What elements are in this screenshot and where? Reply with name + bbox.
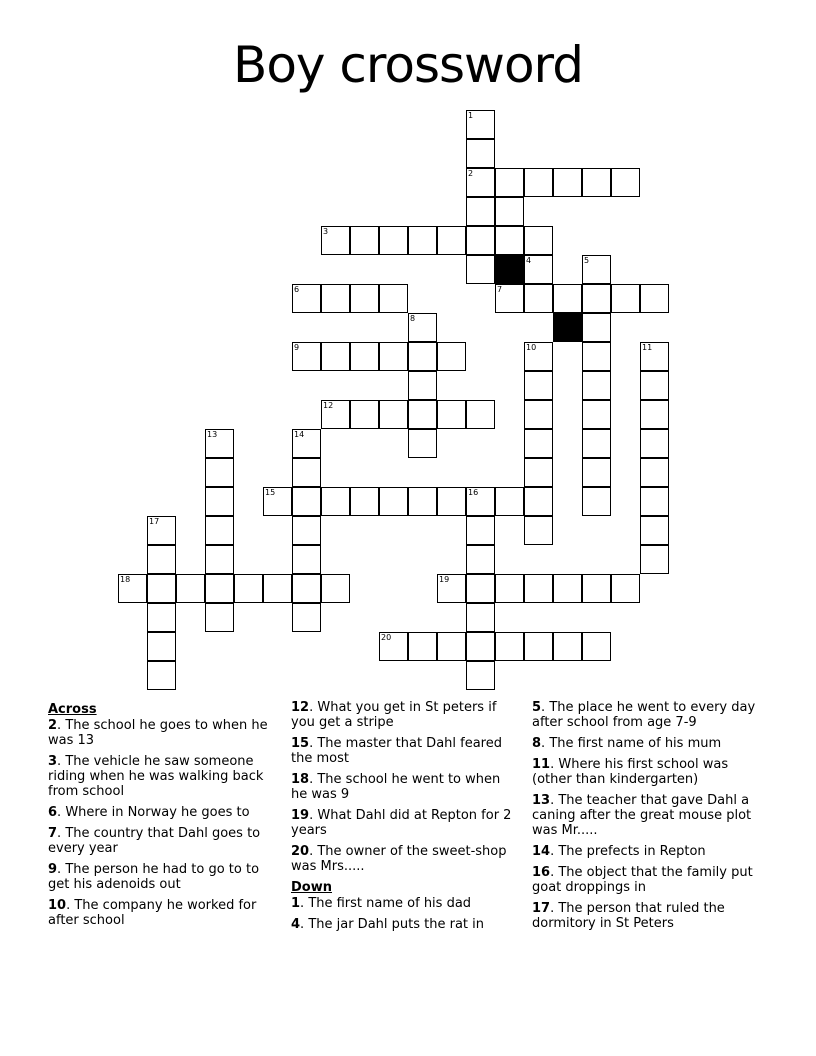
grid-cell[interactable] bbox=[408, 429, 437, 458]
clue-item: 8. The first name of his mum bbox=[532, 736, 722, 751]
grid-cell[interactable] bbox=[350, 342, 379, 371]
grid-cell[interactable] bbox=[408, 342, 437, 371]
down-heading: Down bbox=[291, 880, 332, 895]
clue-item-text: The first name of his dad bbox=[308, 896, 472, 911]
clue-item-text: The owner of the sweet-shop was Mrs..... bbox=[291, 844, 507, 874]
grid-cell[interactable] bbox=[582, 313, 611, 342]
grid-cell[interactable] bbox=[205, 545, 234, 574]
clue-item-text: Where in Norway he goes to bbox=[65, 805, 250, 820]
grid-cell[interactable] bbox=[582, 342, 611, 371]
clue-item: 10. The company he worked for after school bbox=[48, 898, 257, 928]
clue-item-number: 19 bbox=[291, 808, 310, 823]
grid-cell[interactable] bbox=[437, 574, 466, 603]
clue-item-number: 11 bbox=[532, 757, 551, 772]
grid-cell[interactable] bbox=[321, 400, 350, 429]
clue-item-number: 3 bbox=[48, 754, 58, 769]
grid-cell[interactable] bbox=[350, 487, 379, 516]
clue-item-number: 10 bbox=[48, 898, 67, 913]
grid-cell[interactable] bbox=[466, 139, 495, 168]
grid-cell[interactable] bbox=[582, 487, 611, 516]
grid-cell[interactable] bbox=[611, 168, 640, 197]
grid-cell[interactable] bbox=[321, 342, 350, 371]
clue-item-number: 7 bbox=[48, 826, 58, 841]
clue-item-number: 9 bbox=[48, 862, 58, 877]
grid-cell[interactable] bbox=[292, 487, 321, 516]
grid-cell[interactable] bbox=[408, 226, 437, 255]
grid-cell[interactable] bbox=[408, 371, 437, 400]
grid-cell[interactable] bbox=[524, 574, 553, 603]
grid-cell[interactable] bbox=[292, 342, 321, 371]
grid-cell[interactable] bbox=[466, 255, 495, 284]
grid-cell[interactable] bbox=[524, 342, 553, 371]
grid-cell[interactable] bbox=[292, 284, 321, 313]
clues-column-1 bbox=[48, 700, 276, 934]
down-clue-list bbox=[291, 896, 519, 932]
clue-number: 20 bbox=[381, 633, 392, 642]
grid-cell[interactable] bbox=[408, 487, 437, 516]
grid-cell[interactable] bbox=[495, 574, 524, 603]
clue-number: 14 bbox=[294, 430, 305, 439]
clue-item-number: 13 bbox=[532, 793, 551, 808]
grid-cell[interactable] bbox=[147, 661, 176, 690]
grid-cell[interactable] bbox=[321, 226, 350, 255]
grid-cell[interactable] bbox=[640, 516, 669, 545]
clue-item-number: 18 bbox=[291, 772, 310, 787]
clue-item: 16. The object that the family put goat droppings in bbox=[532, 865, 753, 895]
grid-cell[interactable] bbox=[640, 400, 669, 429]
clue-number: 17 bbox=[149, 517, 160, 526]
clue-item: 2. The school he goes to when he was 13 bbox=[48, 718, 268, 748]
down-clue-list-continued bbox=[532, 700, 760, 931]
grid-cell[interactable] bbox=[350, 226, 379, 255]
grid-cell[interactable] bbox=[292, 458, 321, 487]
clue-number: 8 bbox=[410, 314, 416, 323]
clue-item: 3. The vehicle he saw someone riding when he was walking back from school bbox=[48, 754, 264, 799]
grid-cell[interactable] bbox=[379, 342, 408, 371]
grid-cell[interactable] bbox=[321, 487, 350, 516]
clue-item-number: 15 bbox=[291, 736, 310, 751]
clue-item: 5. The place he went to every day after school from age 7-9 bbox=[532, 700, 756, 730]
clue-item-number: 1 bbox=[291, 896, 301, 911]
grid-cell[interactable] bbox=[350, 284, 379, 313]
grid-cell[interactable] bbox=[611, 284, 640, 313]
clue-item: 14. The prefects in Repton bbox=[532, 844, 706, 859]
grid-cell[interactable] bbox=[524, 429, 553, 458]
grid-cell[interactable] bbox=[524, 371, 553, 400]
grid-cell[interactable] bbox=[582, 632, 611, 661]
grid-cell[interactable] bbox=[263, 574, 292, 603]
grid-cell[interactable] bbox=[466, 632, 495, 661]
grid-cell[interactable] bbox=[524, 632, 553, 661]
clue-number: 13 bbox=[207, 430, 218, 439]
grid-cell[interactable] bbox=[582, 400, 611, 429]
across-clue-list-continued bbox=[291, 700, 519, 874]
clue-item-text: What Dahl did at Repton for 2 years bbox=[291, 808, 512, 838]
clue-number: 7 bbox=[497, 285, 503, 294]
clue-item: 1. The first name of his dad bbox=[291, 896, 472, 911]
grid-cell[interactable] bbox=[524, 284, 553, 313]
clue-item-number: 16 bbox=[532, 865, 551, 880]
grid-cell[interactable] bbox=[147, 603, 176, 632]
clue-item-text: The school he went to when he was 9 bbox=[291, 772, 501, 802]
clue-number: 1 bbox=[468, 111, 474, 120]
grid-cell[interactable] bbox=[321, 284, 350, 313]
clue-number: 10 bbox=[526, 343, 537, 352]
clue-item: 13. The teacher that gave Dahl a caning after the great mouse plot was Mr..... bbox=[532, 793, 752, 838]
clue-item-text: The country that Dahl goes to every year bbox=[48, 826, 261, 856]
grid-cell[interactable] bbox=[408, 313, 437, 342]
clue-item-number: 6 bbox=[48, 805, 58, 820]
grid-cell[interactable] bbox=[379, 284, 408, 313]
grid-cell[interactable] bbox=[640, 371, 669, 400]
grid-cell[interactable] bbox=[205, 516, 234, 545]
clues-column-2 bbox=[291, 700, 519, 938]
grid-cell[interactable] bbox=[147, 632, 176, 661]
clues-column-3 bbox=[532, 700, 760, 937]
grid-cell[interactable] bbox=[234, 574, 263, 603]
grid-cell[interactable] bbox=[205, 487, 234, 516]
grid-cell[interactable] bbox=[553, 574, 582, 603]
grid-cell[interactable] bbox=[205, 603, 234, 632]
grid-cell[interactable] bbox=[553, 284, 582, 313]
clue-item-number: 20 bbox=[291, 844, 310, 859]
clue-number: 11 bbox=[642, 343, 653, 352]
clue-item-number: 12 bbox=[291, 700, 310, 715]
clue-item-text: Where his first school was (other than kindergarten) bbox=[532, 757, 729, 787]
grid-cell[interactable] bbox=[263, 487, 292, 516]
clue-item-text: What you get in St peters if you get a stripe bbox=[291, 700, 497, 730]
grid-cell[interactable] bbox=[495, 168, 524, 197]
grid-cell[interactable] bbox=[118, 574, 147, 603]
grid-cell[interactable] bbox=[640, 545, 669, 574]
grid-cell[interactable] bbox=[553, 168, 582, 197]
grid-cell[interactable] bbox=[495, 226, 524, 255]
clue-number: 12 bbox=[323, 401, 334, 410]
grid-cell[interactable] bbox=[437, 487, 466, 516]
clue-item-text: The person that ruled the dormitory in St Peters bbox=[532, 901, 725, 931]
grid-cell[interactable] bbox=[582, 284, 611, 313]
clue-item: 9. The person he had to go to to get his adenoids out bbox=[48, 862, 260, 892]
clue-item-number: 4 bbox=[291, 917, 301, 932]
grid-cell[interactable] bbox=[147, 574, 176, 603]
clue-item-number: 8 bbox=[532, 736, 542, 751]
clue-item-text: The person he had to go to to get his adenoids out bbox=[48, 862, 260, 892]
grid-cell[interactable] bbox=[524, 487, 553, 516]
grid-cell[interactable] bbox=[292, 574, 321, 603]
clue-item-number: 14 bbox=[532, 844, 551, 859]
grid-cell[interactable] bbox=[495, 487, 524, 516]
grid-cell[interactable] bbox=[437, 342, 466, 371]
grid-cell[interactable] bbox=[582, 574, 611, 603]
clue-item-text: The school he goes to when he was 13 bbox=[48, 718, 268, 748]
grid-cell[interactable] bbox=[205, 574, 234, 603]
grid-cell[interactable] bbox=[640, 429, 669, 458]
grid-cell[interactable] bbox=[524, 226, 553, 255]
grid-cell[interactable] bbox=[524, 516, 553, 545]
clue-number: 4 bbox=[526, 256, 532, 265]
clue-item: 7. The country that Dahl goes to every year bbox=[48, 826, 261, 856]
clue-item: 11. Where his first school was (other than kindergarten) bbox=[532, 757, 729, 787]
grid-cell[interactable] bbox=[321, 574, 350, 603]
clue-number: 2 bbox=[468, 169, 474, 178]
grid-cell[interactable] bbox=[466, 226, 495, 255]
grid-cell[interactable] bbox=[524, 168, 553, 197]
grid-black-cell bbox=[495, 255, 524, 284]
clue-item-text: The object that the family put goat droppings in bbox=[532, 865, 753, 895]
clue-item: 18. The school he went to when he was 9 bbox=[291, 772, 501, 802]
clue-item-text: The company he worked for after school bbox=[48, 898, 257, 928]
clue-item: 12. What you get in St peters if you get a stripe bbox=[291, 700, 497, 730]
clue-item-text: The vehicle he saw someone riding when he was walking back from school bbox=[48, 754, 264, 799]
clue-number: 15 bbox=[265, 488, 276, 497]
grid-cell[interactable] bbox=[466, 603, 495, 632]
grid-cell[interactable] bbox=[495, 284, 524, 313]
grid-cell[interactable] bbox=[379, 487, 408, 516]
grid-cell[interactable] bbox=[495, 632, 524, 661]
grid-cell[interactable] bbox=[466, 110, 495, 139]
grid-cell[interactable] bbox=[640, 487, 669, 516]
clue-item-text: The master that Dahl feared the most bbox=[291, 736, 502, 766]
clue-item-number: 5 bbox=[532, 700, 542, 715]
grid-cell[interactable] bbox=[466, 168, 495, 197]
grid-cell[interactable] bbox=[524, 255, 553, 284]
grid-cell[interactable] bbox=[292, 545, 321, 574]
clue-number: 18 bbox=[120, 575, 131, 584]
grid-cell[interactable] bbox=[408, 400, 437, 429]
grid-cell[interactable] bbox=[437, 400, 466, 429]
clue-number: 16 bbox=[468, 488, 479, 497]
grid-cell[interactable] bbox=[466, 400, 495, 429]
grid-cell[interactable] bbox=[437, 632, 466, 661]
clue-number: 9 bbox=[294, 343, 300, 352]
clue-item-text: The jar Dahl puts the rat in bbox=[308, 917, 484, 932]
clue-item: 4. The jar Dahl puts the rat in bbox=[291, 917, 484, 932]
grid-cell[interactable] bbox=[466, 487, 495, 516]
grid-cell[interactable] bbox=[611, 574, 640, 603]
clue-item-text: The first name of his mum bbox=[549, 736, 722, 751]
clue-number: 5 bbox=[584, 256, 590, 265]
clue-item-number: 17 bbox=[532, 901, 551, 916]
clue-number: 19 bbox=[439, 575, 450, 584]
puzzle-title: Boy crossword bbox=[233, 36, 583, 94]
grid-cell[interactable] bbox=[495, 197, 524, 226]
grid-cell[interactable] bbox=[205, 458, 234, 487]
grid-cell[interactable] bbox=[292, 429, 321, 458]
grid-cell[interactable] bbox=[582, 168, 611, 197]
grid-cell[interactable] bbox=[640, 342, 669, 371]
across-clue-list bbox=[48, 718, 276, 928]
grid-cell[interactable] bbox=[350, 400, 379, 429]
grid-cell[interactable] bbox=[292, 603, 321, 632]
grid-cell[interactable] bbox=[640, 284, 669, 313]
clue-item: 19. What Dahl did at Repton for 2 years bbox=[291, 808, 512, 838]
grid-cell[interactable] bbox=[582, 429, 611, 458]
grid-cell[interactable] bbox=[379, 632, 408, 661]
clue-item-text: The prefects in Repton bbox=[558, 844, 706, 859]
clue-item: 15. The master that Dahl feared the most bbox=[291, 736, 502, 766]
grid-cell[interactable] bbox=[408, 632, 437, 661]
grid-cell[interactable] bbox=[466, 516, 495, 545]
clue-item-text: The teacher that gave Dahl a caning after the great mouse plot was Mr..... bbox=[532, 793, 752, 838]
grid-cell[interactable] bbox=[466, 545, 495, 574]
grid-cell[interactable] bbox=[553, 632, 582, 661]
grid-cell[interactable] bbox=[582, 458, 611, 487]
grid-cell[interactable] bbox=[524, 400, 553, 429]
grid-cell[interactable] bbox=[466, 574, 495, 603]
clue-item: 20. The owner of the sweet-shop was Mrs..... bbox=[291, 844, 507, 874]
clue-item-text: The place he went to every day after school from age 7-9 bbox=[532, 700, 756, 730]
clue-item: 6. Where in Norway he goes to bbox=[48, 805, 250, 820]
grid-cell[interactable] bbox=[176, 574, 205, 603]
grid-cell[interactable] bbox=[640, 458, 669, 487]
grid-black-cell bbox=[553, 313, 582, 342]
grid-cell[interactable] bbox=[379, 226, 408, 255]
grid-cell[interactable] bbox=[466, 197, 495, 226]
clue-number: 6 bbox=[294, 285, 300, 294]
grid-cell[interactable] bbox=[292, 516, 321, 545]
clue-item: 17. The person that ruled the dormitory in St Peters bbox=[532, 901, 725, 931]
grid-cell[interactable] bbox=[205, 429, 234, 458]
grid-cell[interactable] bbox=[466, 661, 495, 690]
clue-item-number: 2 bbox=[48, 718, 58, 733]
grid-cell[interactable] bbox=[147, 545, 176, 574]
across-heading: Across bbox=[48, 702, 97, 717]
grid-cell[interactable] bbox=[524, 458, 553, 487]
grid-cell[interactable] bbox=[437, 226, 466, 255]
grid-cell[interactable] bbox=[582, 371, 611, 400]
grid-cell[interactable] bbox=[582, 255, 611, 284]
grid-cell[interactable] bbox=[147, 516, 176, 545]
grid-cell[interactable] bbox=[379, 400, 408, 429]
clue-number: 3 bbox=[323, 227, 329, 236]
